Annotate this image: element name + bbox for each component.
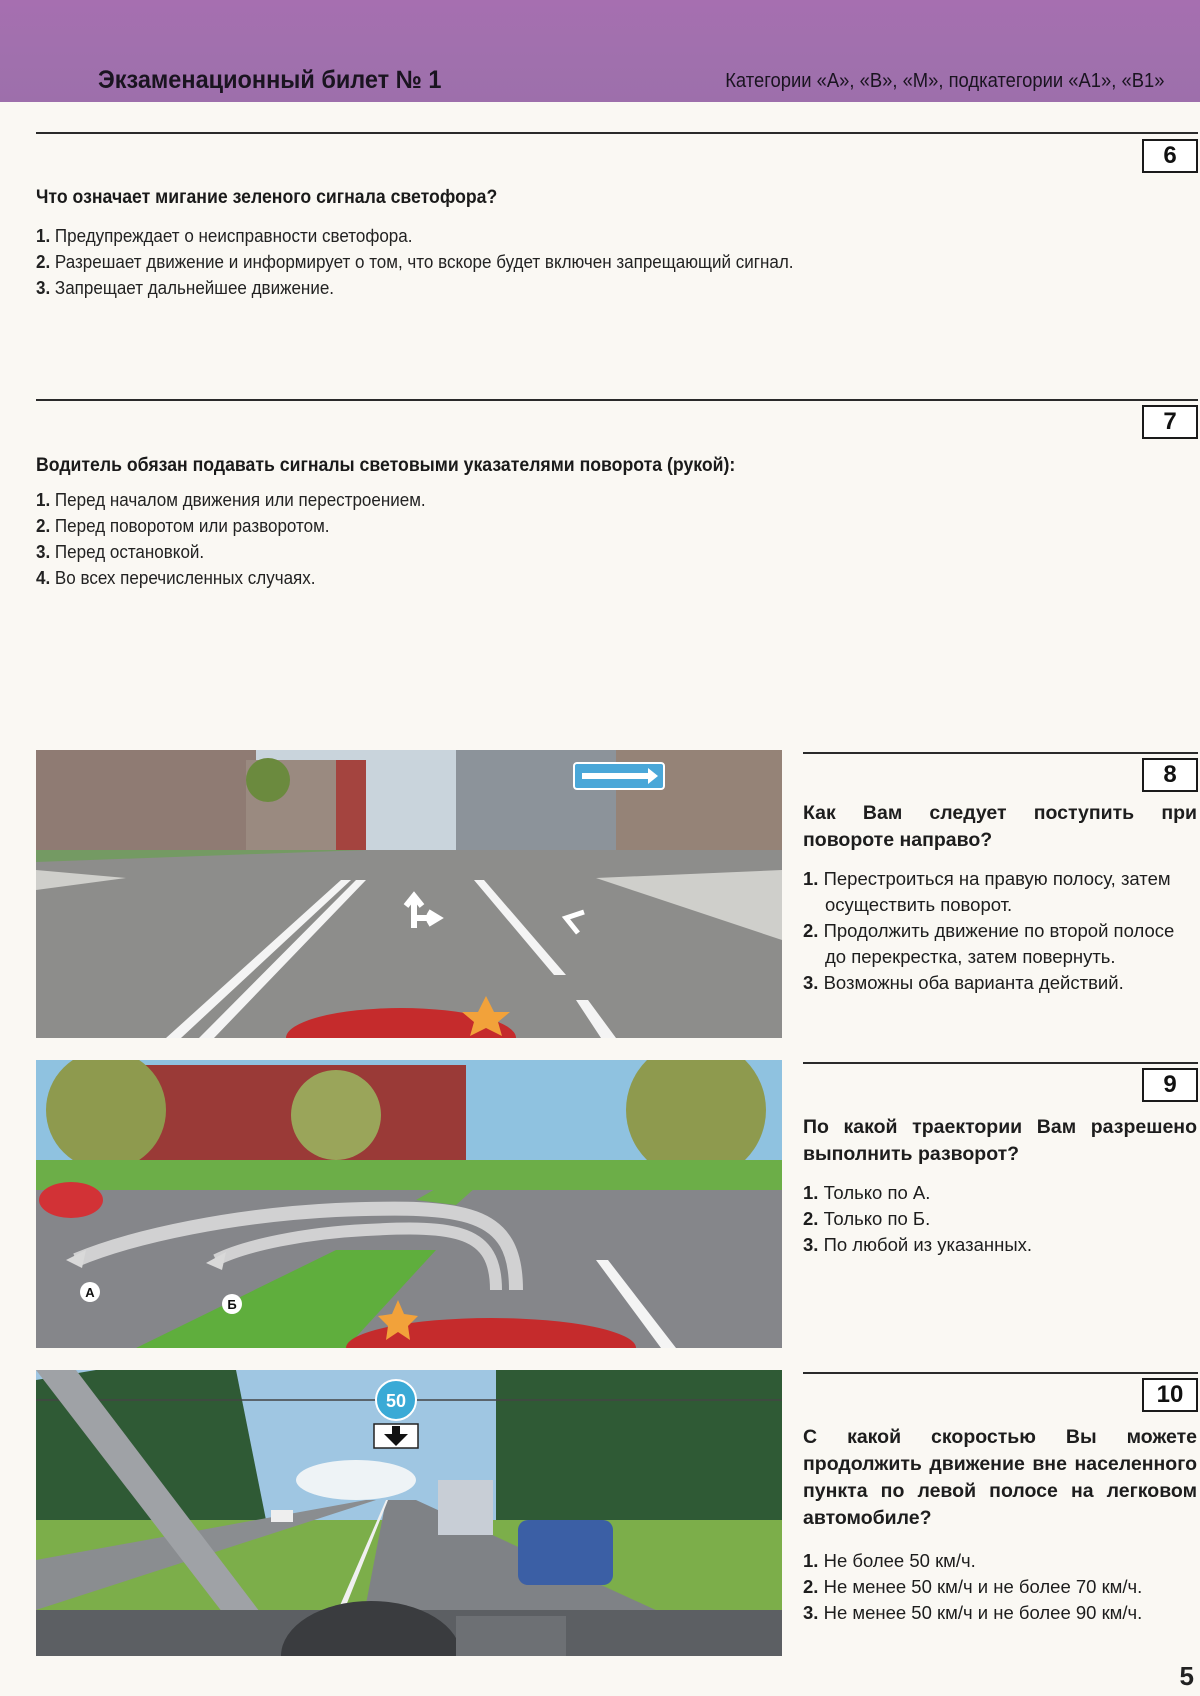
question-number-8: 8 [1142,758,1198,792]
question-number-10: 10 [1142,1378,1198,1412]
answer-option[interactable]: 2. Продолжить движение по второй полосе до перекрестка, затем повернуть. [803,920,1175,967]
answer-option[interactable]: 1. Только по А. [803,1182,931,1203]
question-8-text: Как Вам следует поступить при повороте направо? [803,802,1197,851]
question-8-illustration [36,750,782,1038]
answer-option[interactable]: 3. Не менее 50 км/ч и не более 90 км/ч. [803,1602,1143,1623]
answer-option[interactable]: 1. Перестроиться на правую полосу, затем осуществить поворот. [803,868,1171,915]
question-9-illustration [36,1060,782,1348]
divider [36,399,1198,401]
question-10-text: С какой скоростью Вы можете продолжить движение вне населенного пункта по левой полосе на легковом автомобиле? [803,1426,1197,1529]
question-8-answers [803,866,1197,996]
categories-label: Категории «А», «В», «М», подкатегории «А1», «В1» [724,70,1164,92]
divider [36,132,1198,134]
question-9-answers [803,1180,1197,1258]
question-10-answers [803,1548,1197,1626]
question-8-block [803,800,1197,996]
question-number-7: 7 [1142,405,1198,439]
divider [803,1372,1198,1374]
svg-text:А: А [85,1285,95,1300]
answer-option[interactable]: 2. Перед поворотом или разворотом. [36,515,330,536]
answer-option[interactable]: 3. По любой из указанных. [803,1234,1033,1255]
answer-option[interactable]: 3. Запрещает дальнейшее движение. [36,277,335,298]
answer-option[interactable]: 1. Не более 50 км/ч. [803,1550,976,1571]
divider [803,1062,1198,1064]
question-9-text: По какой траектории Вам разрешено выполнить разворот? [803,1116,1197,1165]
answer-option[interactable]: 1. Перед началом движения или перестроением. [36,489,426,510]
question-9-block [803,1114,1197,1258]
svg-text:50: 50 [385,1391,407,1411]
question-7-answers [36,487,426,591]
answer-option[interactable]: 2. Не менее 50 км/ч и не более 70 км/ч. [803,1576,1143,1597]
question-6-text: Что означает мигание зеленого сигнала светофора? [36,187,498,208]
question-number-6: 6 [1142,139,1198,173]
svg-text:Б: Б [227,1297,237,1312]
question-number-9: 9 [1142,1068,1198,1102]
divider [803,752,1198,754]
answer-option[interactable]: 2. Только по Б. [803,1208,931,1229]
question-10-illustration [36,1370,782,1656]
question-10-block [803,1424,1197,1626]
question-7-text: Водитель обязан подавать сигналы световыми указателями поворота (рукой): [36,455,736,476]
answer-option[interactable]: 3. Возможны оба варианта действий. [803,972,1124,993]
answer-option[interactable]: 4. Во всех перечисленных случаях. [36,567,316,588]
header-band [0,0,1200,102]
ticket-title: Экзаменационный билет № 1 [98,66,442,94]
question-6-answers [36,223,794,301]
answer-option[interactable]: 1. Предупреждает о неисправности светофора. [36,225,413,246]
answer-option[interactable]: 2. Разрешает движение и информирует о том, что вскоре будет включен запрещающий сигнал. [36,251,794,272]
answer-option[interactable]: 3. Перед остановкой. [36,541,205,562]
page-number: 5 [1179,1661,1194,1691]
